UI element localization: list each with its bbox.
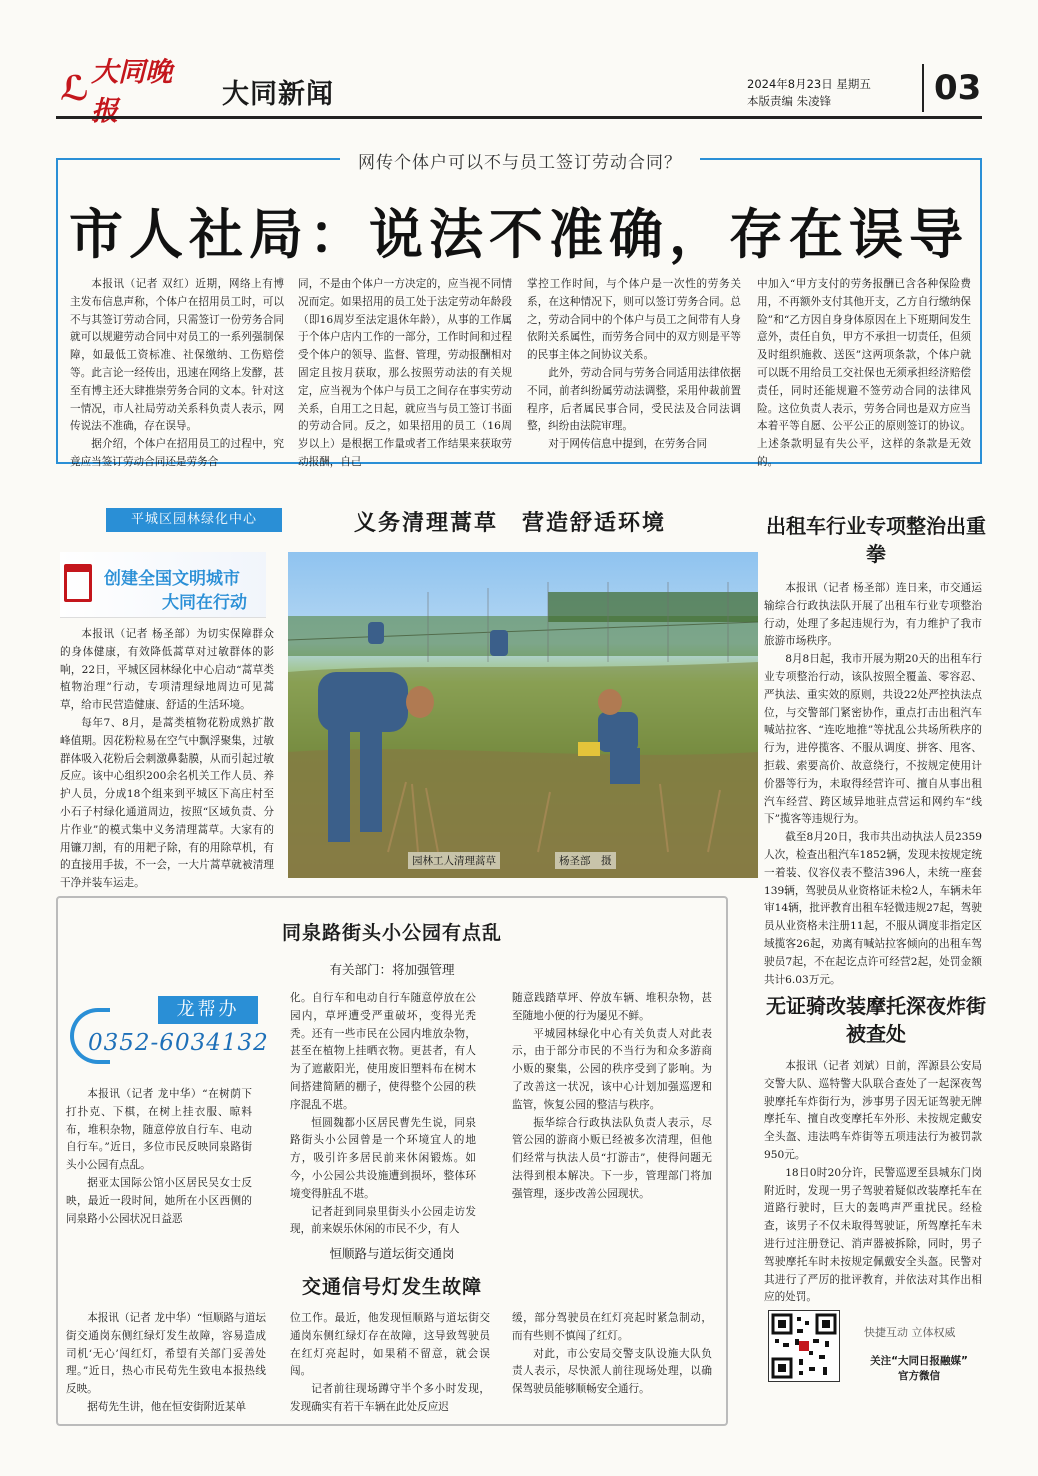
paragraph: 本报讯（记者 杨圣部）连日来，市交通运输综合行政执法队开展了出租车行业专项整治行动，处理了多起违规行为，有力维护了我市旅游市场秩序。 <box>764 582 982 648</box>
traffic-story-column-1 <box>66 1310 266 1420</box>
paragraph: 据苟先生讲，他在恒安街附近某单 <box>87 1400 247 1413</box>
park-story-column-3 <box>512 990 712 1232</box>
paragraph: 平城园林绿化中心有关负责人对此表示，由于部分市民的不当行为和众多游商小贩的聚集，公园的秩序受到了影响。为了改善这一状况，该中心计划加强巡逻和监管，恢复公园的整洁与秩序。 <box>512 1027 712 1111</box>
paragraph: 本报讯（记者 杨圣部）为切实保障群众的身体健康，有效降低蒿草对过敏群体的影响，22日，平城区园林绿化中心启动“蒿草类植物治理”行动，专项清理绿地周边可见蒿草，给市民营造健康、舒适的生活环境。 <box>60 628 274 712</box>
issue-meta <box>747 76 871 110</box>
paragraph: 据介绍，个体户在招用员工的过程中，究竟应当签订劳动合同还是劳务合 <box>70 438 284 468</box>
page-number: 03 <box>922 64 981 112</box>
campaign-line-1: 创建全国文明城市 <box>104 569 240 589</box>
paragraph: 此外，劳动合同与劳务合同适用法律依据不同，前者纠纷属劳动法调整，采用仲裁前置程序，后者属民事合同，受民法及合同法调整，纠纷由法院审理。 <box>527 366 741 433</box>
photo-caption: 园林工人清理蒿草 <box>408 852 500 869</box>
paragraph: 18日0时20分许，民警巡逻至县城东门岗附近时，发现一男子驾驶着疑似改装摩托车在道路行驶时，巨大的轰鸣声严重扰民。经检查，该男子不仅未取得驾驶证，所驾摩托车未进行过注册登记、消声器被拆除，同时，男子驾驶摩托车时未按规定佩戴安全头盔。民警对其进行了严厉的批评教育，并依法对其作出相应的处罚。 <box>764 1166 982 1304</box>
paragraph: 对此，市公安局交警支队设施大队负责人表示，尽快派人前往现场处理，以确保驾驶员能够顺畅安全通行。 <box>512 1347 712 1396</box>
park-story-kicker: 有关部门：将加强管理 <box>329 962 455 977</box>
moto-story-headline: 无证骑改装摩托深夜炸街被查处 <box>766 994 986 1046</box>
paragraph: 对于网传信息中提到，在劳务合同 <box>548 438 708 451</box>
paragraph: 记者赶到同泉里街头小公园走访发现，前来娱乐休闲的市民不少，有人 <box>290 1205 476 1236</box>
top-story-headline: 市人社局：说法不准确，存在误导 <box>69 203 969 266</box>
paragraph: 每年7、8月，是蒿类植物花粉成熟扩散峰值期。因花粉粒易在空气中飘浮聚集，过敏群体吸入花粉后会刺激鼻黏膜，从而引起过敏反应。该中心组织200余名机关工作人员、养护人员，分成18个组来到平城区下高庄村至小石子村绿化通道周边，按照“区域负责、分片作业”的模式集中义务清理蒿草。大家有的用镰刀割，有的用耙子除，有的用除草机，有的直接用手拔，不一会，一大片蒿草就被清理干净并装车运走。 <box>60 716 274 890</box>
traffic-story-column-3 <box>512 1310 712 1420</box>
paragraph: 本报讯（记者 龙中华）“在树荫下打扑克、下棋，在树上挂衣服、晾料布，堆积杂物，随意停放自行车、电动自行车。”近日，多位市民反映同泉路街头小公园有点乱。 <box>66 1088 252 1172</box>
mid-story-text <box>60 626 274 890</box>
paragraph: 据亚太国际公馆小区居民吴女士反映，最近一段时间，她所在小区西侧的同泉路小公园状况日益恶 <box>66 1176 252 1225</box>
paragraph: 同，不是由个体户一方决定的，应当视不同情况而定。如果招用的员工处于法定劳动年龄段（即16周岁至法定退休年龄），从事的工作属于个体户店内工作的一部分，工作时间和过程受个体户的领导、监督、管理，劳动报酬相对固定且按月获取，那么按照劳动法的有关规定，应当视为个体户与员工之间存在事实劳动关系，自用工之日起，就应当与员工签订书面的劳动合同。反之，如果招用的员工（16周岁以上）是根据工作量或者工作结果来获取劳动报酬，自己 <box>298 278 512 468</box>
mid-story-headline: 义务清理蒿草 营造舒适环境 <box>353 511 666 536</box>
park-story-headline: 同泉路街头小公园有点乱 <box>281 922 502 944</box>
gate-tower-icon <box>64 564 92 602</box>
paragraph: 振华综合行政执法队负责人表示，尽管公园的游商小贩已经被多次清理，但他们经常与执法人员“打游击”，使得问题无法得到根本解决。下一步，管理部门将加强管理，逐步改善公园现状。 <box>512 1116 712 1200</box>
paragraph: 本报讯（记者 刘斌）日前，浑源县公安局交警大队、巡特警大队联合查处了一起深夜驾驶摩托车炸街行为，涉事男子因无证驾驶无牌摩托车、擅自改变摩托车外形、未按规定戴安全头盔、违法鸣车炸街等五项违法行为被罚款950元。 <box>764 1060 982 1161</box>
logo-mark-icon: ℒ <box>60 69 90 109</box>
park-story-column-1 <box>66 1086 252 1232</box>
traffic-story-headline: 交通信号灯发生故障 <box>301 1276 482 1298</box>
hotline-title: 龙帮办 <box>158 996 258 1024</box>
campaign-badge <box>60 552 266 618</box>
top-story-column-2 <box>298 276 512 468</box>
paragraph: 本报讯（记者 龙中华）“恒顺路与道坛街交通岗东侧红绿灯发生故障，容易造成司机‘无心’闯红灯，希望有关部门妥善处理。”近日，热心市民苟先生致电本报热线反映。 <box>66 1312 266 1396</box>
taxi-story-text <box>764 580 982 986</box>
paragraph: 掌控工作时间，与个体户是一次性的劳务关系，在这种情况下，则可以签订劳务合同。总之，劳动合同中的个体户与员工之间带有人身依附关系属性，而劳务合同中的双方则是平等的民事主体之间协议关系。 <box>527 278 741 362</box>
newspaper-logo <box>60 57 188 127</box>
top-story-kicker: 网传个体户可以不与员工签订劳动合同？ <box>340 148 700 173</box>
paragraph: 截至8月20日，我市共出动执法人员2359人次，检查出租汽车1852辆，发现未按规定统一着装、仪容仪表不整洁396人，未统一座套139辆，驾驶员从业资格证未检2人，车辆未年审14辆，批评教育出租车轻微违规27起，驾驶员从业资格未注册11起，不服从调度非指定区域揽客26起，劝离有喊站拉客倾向的出租车驾驶员7起，不在起讫点许可经营2起，处罚金额共计6.03万元。 <box>764 831 982 986</box>
qr-follow-line-1: 关注“大同日报融媒” <box>870 1355 968 1367</box>
section-title: 大同新闻 <box>222 79 334 110</box>
news-photo <box>288 552 758 878</box>
paragraph: 本报讯（记者 双红）近期，网络上有博主发布信息声称，个体户在招用员工时，可以不与其签订劳动合同，只需签订一份劳务合同就可以规避劳动合同中对员工的一系列强制保障，如最低工资标准、社保缴纳、工伤赔偿等。此言论一经传出，迅速在网络上发酵，甚至有博主还大肆推崇劳务合同的文本。针对这一情况，市人社局劳动关系科负责人表示，网传说法不准确，存在误导。 <box>70 278 284 433</box>
qr-code-icon[interactable] <box>768 1310 840 1382</box>
park-story-column-2 <box>290 990 476 1236</box>
issue-date: 2024年8月23日 星期五 <box>747 77 871 91</box>
qr-promo <box>764 1306 982 1388</box>
logo-text: 大同晚报 <box>91 57 173 127</box>
taxi-story-headline: 出租车行业专项整治出重拳 <box>766 514 986 566</box>
org-banner: 平城区园林绿化中心 <box>106 508 282 532</box>
photo-illustration <box>288 552 758 878</box>
moto-story-text <box>764 1058 982 1304</box>
paragraph: 8月8日起，我市开展为期20天的出租车行业专项整治行动，该队按照全覆盖、零容忍、严执法、重实效的原则，共设22处严控执法点位，与交警部门紧密协作，重点打击出租汽车喊站拉客、“连吃地推”等扰乱公共场所秩序的行为，进停揽客、不服从调度、拼客、甩客、拒载、索要高价、故意绕行，不按规定使用计价器等行为，未取得经营许可、擅自从事出租汽车经营、跨区域异地驻点营运和网约车“线下”揽客等违规行为。 <box>764 653 982 826</box>
campaign-line-2: 大同在行动 <box>162 593 247 613</box>
top-story-kicker-wrap <box>270 148 770 173</box>
qr-follow-line-2: 官方微信 <box>898 1370 940 1382</box>
issue-editor: 本版责编 朱凌锋 <box>747 94 832 108</box>
traffic-story-kicker: 恒顺路与道坛街交通岗 <box>329 1246 455 1261</box>
traffic-story-column-2 <box>290 1310 490 1420</box>
top-story-column-1 <box>70 276 284 468</box>
paragraph: 化。自行车和电动自行车随意停放在公园内，草坪遭受严重破坏，变得光秃秃。还有一些市民在公园内堆放杂物，甚至在植物上挂晒衣物。更甚者，有人为了遮蔽阳光，使用废旧塑料布在树木间搭建简陋的棚子，使得整个公园的秩序混乱不堪。 <box>290 992 476 1111</box>
hotline-number: 0352-6034132 <box>88 1030 269 1056</box>
qr-follow-text <box>854 1354 984 1384</box>
top-story-column-4 <box>757 276 971 468</box>
qr-slogan: 快捷互动 立体权威 <box>864 1326 956 1339</box>
photo-credit: 杨圣部 摄 <box>555 852 616 869</box>
paragraph: 中加入“甲方支付的劳务报酬已含各种保险费用，不再额外支付其他开支，乙方自行缴纳保险”和“乙方因自身身体原因在上下班期间发生意外，责任自负，甲方不承担一切责任，但须及时组织施救、送医”这两项条款，个体户就可以既不用给员工交社保也无须承担经济赔偿责任，同时还能规避不签劳动合同的法律风险。这位负责人表示，劳务合同也是双方应当本着平等自愿、公平公正的原则签订的协议。上述条款明显有失公平，这样的条款是无效的。 <box>757 278 971 468</box>
paragraph: 位工作。最近，他发现恒顺路与道坛街交通岗东侧红绿灯存在故障，这导致驾驶员在红灯亮起时，如果稍不留意，就会误闯。 <box>290 1312 490 1378</box>
header-divider <box>56 116 982 119</box>
top-story-column-3 <box>527 276 741 456</box>
paragraph: 随意践踏草坪、停放车辆、堆积杂物，甚至随地小便的行为屡见不鲜。 <box>512 992 712 1022</box>
paragraph: 恒圆魏都小区居民曹先生说，同泉路街头小公园曾是一个环境宜人的地方，吸引许多居民前来休闲锻炼。如今，小公园公共设施遭到损坏，整体环境变得脏乱不堪。 <box>290 1116 476 1200</box>
hotline-logo <box>66 990 276 1072</box>
paragraph: 记者前往现场蹲守半个多小时发现，发现确实有若干车辆在此处反应迟 <box>290 1383 490 1413</box>
paragraph: 缓，部分驾驶员在红灯亮起时紧急制动，而有些则不慎闯了红灯。 <box>512 1312 712 1342</box>
